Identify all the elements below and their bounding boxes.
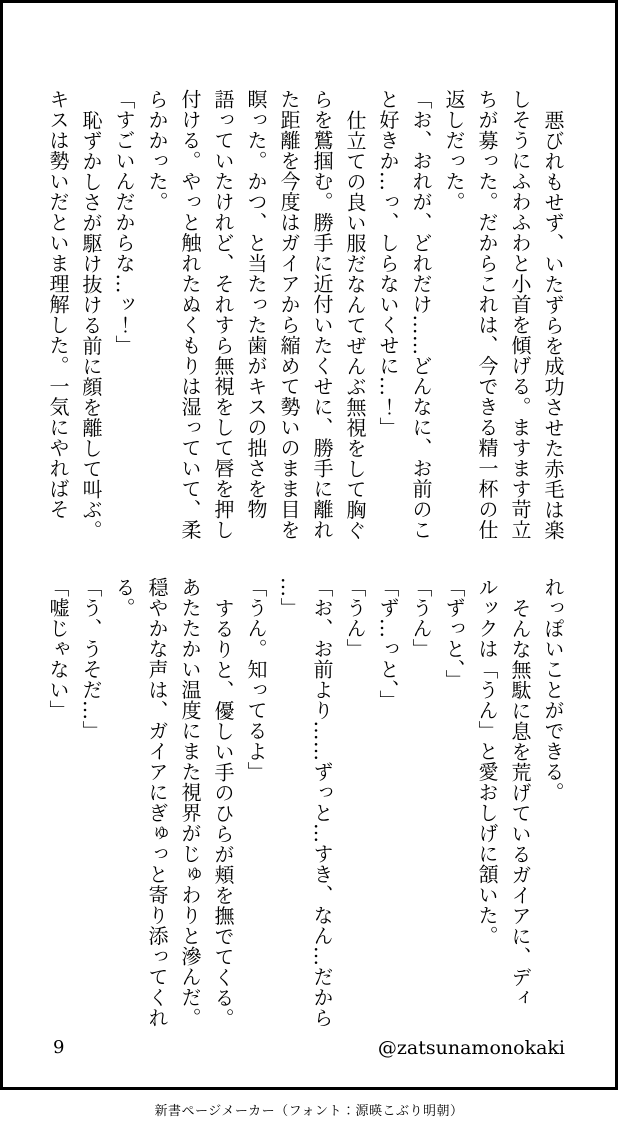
text-column: キスは勢いだといま理解した。一気にやればそ — [46, 89, 70, 520]
text-column: 「うん」 — [343, 577, 367, 659]
text-column: あたたかい温度にまた視界がじゅわりと滲んだ。 — [178, 577, 202, 1028]
text-column: 仕立ての良い服だなんてぜんぶ無視をして胸ぐ — [343, 109, 367, 540]
text-column: 「う、うそだ…」 — [79, 577, 103, 741]
page-number: 9 — [53, 1037, 65, 1058]
generator-caption: 新書ページメーカー（フォント：源暎こぶり明朝） — [154, 1104, 464, 1119]
text-column: 付ける。やっと触れたぬくもりは湿っていて、柔 — [178, 89, 202, 540]
text-column: ちが募った。だからこれは、今できる精一杯の仕 — [475, 89, 499, 540]
text-column: 悪びれもせず、いたずらを成功させた赤毛は楽 — [541, 109, 565, 540]
text-column: するりと、優しい手のひらが頬を撫でてくる。 — [211, 597, 235, 1028]
text-column: た距離を今度はガイアから縮めて勢いのまま目を — [277, 89, 301, 540]
text-column: 恥ずかしさが駆け抜ける前に顔を離して叫ぶ。 — [79, 109, 103, 540]
text-column: らかかった。 — [145, 89, 169, 212]
text-column: る。 — [112, 577, 136, 618]
text-column: らを鷲掴む。勝手に近付いたくせに、勝手に離れ — [310, 89, 334, 540]
text-column: と好きか…っ、しらないくせに…！」 — [376, 89, 400, 438]
text-column: そんな無駄に息を荒げているガイアに、ディ — [508, 597, 532, 1008]
text-column: 「お、お前より……ずっと…すき、なん…だから — [310, 577, 334, 1028]
text-column: 穏やかな声は、ガイアにぎゅっと寄り添ってくれ — [145, 577, 169, 1028]
text-column: ルックは「うん」と愛おしげに頷いた。 — [475, 577, 499, 946]
text-column: 「ずっと、」 — [442, 577, 466, 690]
text-column: …」 — [277, 577, 301, 618]
text-column: 瞑った。かつ、と当たった歯がキスの拙さを物 — [244, 89, 268, 520]
text-column: しそうにふわふわと小首を傾げる。ますます苛立 — [508, 89, 532, 540]
page-footer — [3, 1037, 618, 1063]
author-handle: @zatsunamonokaki — [377, 1037, 565, 1059]
text-column: 「うん。知ってるよ」 — [244, 577, 268, 782]
text-column: 返しだった。 — [442, 89, 466, 212]
text-column: れっぽいことができる。 — [541, 577, 565, 803]
text-column: 「うん」 — [409, 577, 433, 659]
bottom-text-block — [41, 577, 569, 1033]
top-text-block — [41, 89, 569, 545]
text-column: 「お、おれが、どれだけ……どんなに、お前のこ — [409, 89, 433, 540]
text-column: 語っていたけれど、それすら無視をして唇を押し — [211, 89, 235, 540]
text-column: 「嘘じゃない」 — [46, 577, 70, 721]
text-column: 「ず…っと、」 — [376, 577, 400, 711]
text-column: 「すごいんだからな…ッ！」 — [112, 89, 136, 356]
